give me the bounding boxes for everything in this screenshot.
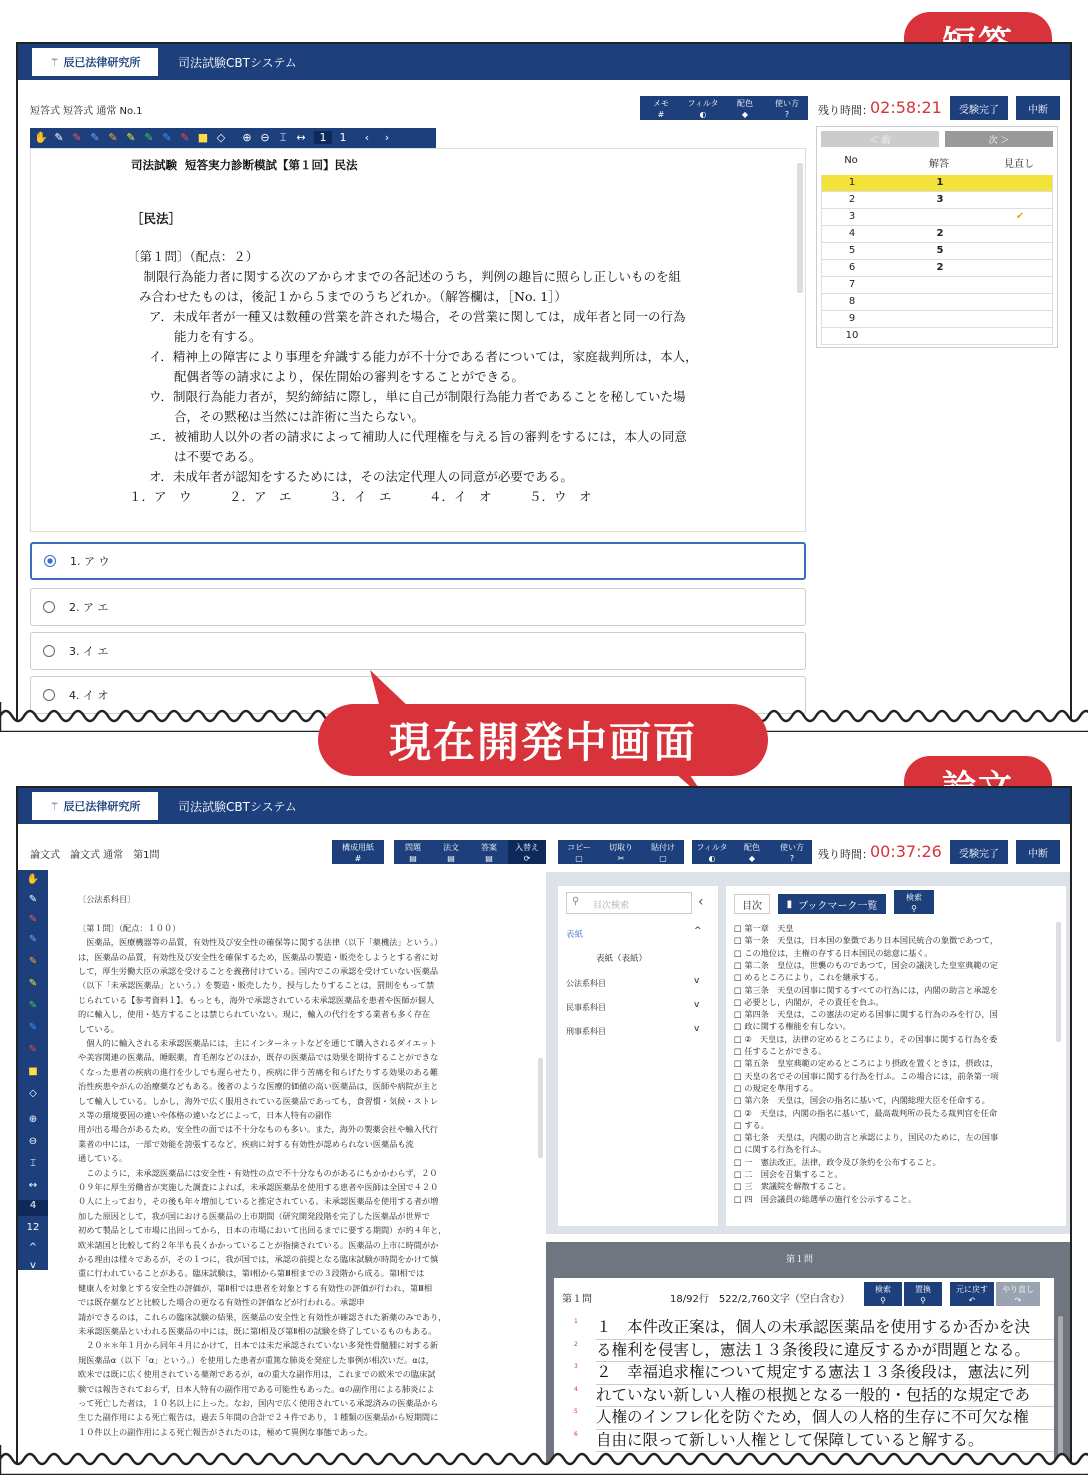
pen-red-icon[interactable]: ✎ xyxy=(28,914,38,925)
essay-line: 的に輸入し，使用・処方することは禁じられていない。現に，輸入の代行をする業者も多く存在 xyxy=(78,1009,431,1020)
question-text: ウ．制限行為能力者が，契約締結に際し，単に自己が制限行為能力者であることを秘していた場 xyxy=(149,389,686,404)
answer-row[interactable] xyxy=(821,209,1053,226)
law-text xyxy=(734,922,1056,1222)
memo-button[interactable]: メモ # xyxy=(640,96,682,120)
answer-line[interactable]: １ 本件改正案は，個人の未承認医薬品を使用するか否かを決 xyxy=(596,1316,1054,1340)
law-line[interactable]: □ ② 天皇は，内閣の指名に基いて，最高裁判所の長たる裁判官を任命 xyxy=(734,1107,998,1118)
redo-button[interactable]: やり直し ↷ xyxy=(996,1282,1040,1306)
law-panel xyxy=(546,872,1072,1234)
line-number: 6 xyxy=(574,1430,578,1438)
line-number: 4 xyxy=(574,1385,578,1393)
filter-icon: ◐ xyxy=(708,854,716,863)
answer-editor xyxy=(546,1242,1072,1475)
fit-width-icon[interactable]: ↔ xyxy=(296,131,306,144)
answer-row[interactable] xyxy=(821,294,1053,311)
toc-search-input[interactable]: 目次検索 xyxy=(566,892,692,914)
remain-label: 残り時間： xyxy=(818,848,873,861)
system-name: 司法試験CBTシステム xyxy=(178,56,297,70)
answer-line[interactable]: る権利を侵害し，憲法１３条後段に違反するかが問題となる。 xyxy=(596,1339,1054,1363)
question-text: 〔第１問〕（配点：２） xyxy=(127,249,259,264)
pause-button[interactable]: 中断 xyxy=(1016,96,1060,120)
essay-line: ス等の環境要因の違いや体格の違いなどによって，日本人特有の副作 xyxy=(78,1110,332,1120)
law-view-button[interactable]: 法文 ▤ xyxy=(432,840,470,864)
fit-width-icon[interactable]: ↔ xyxy=(28,1180,38,1191)
eraser-icon[interactable]: ◇ xyxy=(29,1088,37,1099)
essay-line: じられている【参考資料１】。もっとも，海外で承認されている未承認医薬品を患者や医師が個人 xyxy=(78,994,435,1005)
finish-button[interactable]: 受験完了 xyxy=(950,840,1008,864)
logo-icon: ⚚ xyxy=(49,55,60,69)
essay-question-text xyxy=(78,892,538,1475)
question-area xyxy=(30,148,806,532)
law-line[interactable]: □ 天皇の名でその国事に関する行為を行ふ。この場合には，前条第一項 xyxy=(734,1070,999,1081)
paste-button[interactable]: 貼付け ▢ xyxy=(642,840,684,864)
sticky-note-icon[interactable]: ■ xyxy=(28,1066,38,1077)
law-line[interactable]: □ 第三条 天皇の国事に関するすべての行為には，内閣の助言と承認を xyxy=(734,984,998,995)
prev-page-icon[interactable]: ^ xyxy=(28,1242,38,1253)
remain-timer: 00:37:26 xyxy=(870,842,942,861)
toc-pane xyxy=(558,886,718,1226)
dev-banner: 現在開発中画面 xyxy=(318,704,768,776)
chevron-up-icon[interactable]: ^ xyxy=(694,926,702,936)
page-title: 短答式 短答式 通常 No.1 xyxy=(30,106,143,117)
marker-orange-icon[interactable]: ✎ xyxy=(28,956,38,967)
tool-sidebar xyxy=(18,870,48,1270)
page-total: 1 xyxy=(339,131,347,144)
essay-line: して輸入している。しかし，海外で広く服用されている医薬品であっても，食習慣・気候・ストレ xyxy=(78,1095,439,1106)
essay-line: 加した原因として，我が国における医薬品の上市期間（研究開発段階を完了した医薬品が世界で xyxy=(78,1210,430,1221)
law-scrollbar[interactable] xyxy=(1056,922,1061,1042)
toc-item-civil[interactable]: 民事系科目 xyxy=(566,1003,606,1012)
essay-line: ２０＊＊年１月から同年４月にかけて，日本では未だ承認されていない多発性骨髄腫に対する新 xyxy=(78,1340,439,1351)
answer-row[interactable] xyxy=(821,175,1053,192)
essay-line: は，医薬品の品質，有効性及び安全性を確保するため，医薬品の製造・販売をしようとする者に対 xyxy=(78,951,438,962)
help-button[interactable]: 使い方 ? xyxy=(766,96,808,120)
essay-line: 欧米諸国と比較して約２年半も長くかかっていることが指摘されている。医薬品の上市に時間がか xyxy=(78,1239,439,1250)
search-icon: ⚲ xyxy=(911,904,917,913)
row-no: 5 xyxy=(848,245,856,256)
zoom-out-icon[interactable]: ⊖ xyxy=(260,131,270,144)
law-view xyxy=(726,886,1066,1226)
toc-item-cover[interactable]: 表紙 xyxy=(566,930,584,940)
remain-timer: 02:58:21 xyxy=(870,98,942,117)
essay-line: 未承認医薬品といわれる医薬品の中には，既に第Ⅰ相及び第Ⅱ相の試験を終了しているものもある。 xyxy=(78,1326,437,1336)
question-toolbar xyxy=(30,128,436,148)
row-no: 4 xyxy=(848,228,856,239)
question-text: 能力を有する。 xyxy=(149,329,262,344)
zoom-out-icon[interactable]: ⊖ xyxy=(28,1136,38,1147)
law-line[interactable]: □ 二 国会を召集すること。 xyxy=(734,1169,843,1179)
law-line[interactable]: □ 第四条 天皇は，この憲法の定める国事に関する行為のみを行ひ，国 xyxy=(734,1009,998,1020)
essay-line: 初めて製品として市場に出回ってから，日本の市場において出回るまでに要する期間）が約４年と， xyxy=(78,1225,447,1236)
law-line[interactable]: □ 政に関する権能を有しない。 xyxy=(734,1021,851,1032)
essay-line: 用が出る場合があるため，安全性の面では不十分なものも多い。また，海外の製薬会社や輸入代行 xyxy=(78,1124,438,1135)
app-header xyxy=(18,44,1070,80)
essay-line: して，厚生労働大臣の承認を受けることを義務付けている。国内でこの承認を受けていない医薬品 xyxy=(78,966,439,976)
row-no: 8 xyxy=(848,296,856,307)
marker-orange-icon[interactable]: ✎ xyxy=(108,131,118,144)
chevron-down-icon[interactable]: v xyxy=(694,1000,700,1010)
row-no: 10 xyxy=(845,330,859,341)
marker-red-icon[interactable]: ✎ xyxy=(180,131,190,144)
undo-button[interactable]: 元に戻す ↶ xyxy=(950,1282,994,1306)
line-number: 1 xyxy=(574,1318,578,1325)
law-line[interactable]: □ 第一条 天皇は，日本国の象徴であり日本国民統合の象徴であつて， xyxy=(734,935,998,946)
question-text: オ．未成年者が認知をするためには，その法定代理人の同意が必要である。 xyxy=(149,469,573,484)
law-line[interactable]: □ 一 憲法改正，法律，政令及び条約を公布すること。 xyxy=(734,1156,941,1167)
row-answer: 2 xyxy=(936,228,944,239)
help-icon: ? xyxy=(789,854,795,863)
system-name: 司法試験CBTシステム xyxy=(178,800,297,814)
answer-line[interactable]: 人権のインフレ化を防ぐため，個人の人格的生存に不可欠な権 xyxy=(596,1406,1054,1430)
help-icon: ? xyxy=(784,110,790,119)
law-search-button[interactable]: 検索 ⚲ xyxy=(894,890,934,914)
fit-height-icon[interactable]: ⌶ xyxy=(30,1158,36,1169)
grid-icon: # xyxy=(354,854,362,863)
answer-view-button[interactable]: 答案 ▤ xyxy=(470,840,508,864)
marker-green-icon[interactable]: ✎ xyxy=(144,131,154,144)
essay-line: １０件以上の副作用による死亡報告がされたのは，極めて異例な事態であった。 xyxy=(78,1426,373,1437)
row-no: 6 xyxy=(848,262,856,273)
line-number: 3 xyxy=(574,1363,578,1370)
zoom-in-icon[interactable]: ⊕ xyxy=(242,131,252,144)
law-line[interactable]: □ の規定を準用する。 xyxy=(734,1082,819,1093)
color-button[interactable]: 配色 ◆ xyxy=(724,96,766,120)
collapse-icon[interactable]: ‹ xyxy=(698,894,704,910)
essay-line: では既存薬などと比較した場合の更なる有効性の評価などが行われる。承認申 xyxy=(78,1297,365,1308)
checkmark-icon[interactable]: ✔ xyxy=(1015,211,1025,222)
essay-line: ０人に上っており，その後も年々増加していると推定されている。未承認医薬品を使用する者が増 xyxy=(78,1196,439,1207)
question-text: は不要である。 xyxy=(149,449,262,464)
finish-button[interactable]: 受験完了 xyxy=(950,96,1008,120)
essay-scrollbar[interactable] xyxy=(538,1058,543,1158)
answer-row[interactable] xyxy=(821,226,1053,243)
redo-icon: ↷ xyxy=(1014,1296,1022,1305)
answer-panel-title: 第１問 xyxy=(786,1255,814,1265)
law-line[interactable]: □ に関する行為を行ふ。 xyxy=(734,1144,827,1155)
marker-red-icon[interactable]: ✎ xyxy=(28,1044,38,1055)
row-answer: 3 xyxy=(936,194,944,205)
pen-black-icon[interactable]: ✎ xyxy=(54,131,64,144)
palette-icon: ◆ xyxy=(741,110,749,119)
scissors-icon: ✂ xyxy=(617,854,625,863)
answer-row[interactable] xyxy=(821,277,1053,294)
marker-blue-icon[interactable]: ✎ xyxy=(162,131,172,144)
question-scrollbar[interactable] xyxy=(797,163,803,293)
answer-row[interactable] xyxy=(821,192,1053,209)
next-page-icon[interactable]: › xyxy=(384,131,390,144)
answer-stats: 18/92行 522/2,760文字（空白含む） xyxy=(670,1294,850,1305)
essay-line: 通している。 xyxy=(78,1153,128,1164)
row-answer: 2 xyxy=(936,262,944,273)
marker-green-icon[interactable]: ✎ xyxy=(28,1000,38,1011)
search-icon: ⚲ xyxy=(920,1296,926,1305)
logo-icon: ⚚ xyxy=(49,799,60,813)
law-line[interactable]: □ ② 天皇は，法律の定めるところにより，その国事に関する行為を委 xyxy=(734,1033,998,1044)
grid-icon: # xyxy=(657,110,665,119)
prev-question-button[interactable]: ＜ 前 xyxy=(821,131,939,147)
essay-line: （以下「未承認医薬品」という。）を製造・販売したり，授与したりすることは，罰則をもって禁 xyxy=(78,980,435,991)
row-answer: 1 xyxy=(936,177,944,188)
row-no: 9 xyxy=(848,313,856,324)
answer-search-button[interactable]: 検索 ⚲ xyxy=(864,1282,902,1306)
replace-button[interactable]: 置換 ⚲ xyxy=(904,1282,942,1306)
filter-button[interactable]: フィルタ ◐ xyxy=(682,96,724,120)
chevron-down-icon[interactable]: v xyxy=(694,1024,700,1034)
law-line[interactable]: □ 第七条 天皇は，内閣の助言と承認により，国民のために，左の国事 xyxy=(734,1132,999,1143)
answer-line[interactable]: ２ 幸福追求権について規定する憲法１３条後段は，憲法に列 xyxy=(596,1361,1054,1385)
swap-icon: ⟳ xyxy=(523,854,531,863)
answer-row[interactable] xyxy=(821,260,1053,277)
prev-page-icon[interactable]: ‹ xyxy=(364,131,370,144)
doc-icon: ▤ xyxy=(447,854,455,863)
essay-line: 個人的に輸入される未承認医薬品には，主にインターネットなどを通じて購入されるダイエット xyxy=(78,1038,437,1048)
doc-icon: ▤ xyxy=(409,854,417,863)
marker-blue-icon[interactable]: ✎ xyxy=(28,1022,38,1033)
cut-button[interactable]: 切取り ✂ xyxy=(600,840,642,864)
palette-icon: ◆ xyxy=(748,854,756,863)
essay-line: 生じた副作用による死亡報告は，過去５年間の合計で２４件であり，１種類の医薬品から短期間に xyxy=(78,1412,439,1423)
answer-row[interactable] xyxy=(821,311,1053,328)
help-button[interactable]: 使い方 ? xyxy=(772,840,812,864)
essay-line: かる理由は様々であるが，その１つに，我が国では，承認の前提となる臨床試験が時間をかけて慎 xyxy=(78,1254,439,1264)
essay-line: や美容関連の医薬品，睡眠薬，育毛剤などのほか，既存の医薬品では効果を期待することができな xyxy=(78,1052,439,1063)
essay-line: 〔第１問〕（配点：１００） xyxy=(78,922,181,933)
law-line[interactable]: □ する。 xyxy=(734,1119,769,1130)
marker-yellow-icon[interactable]: ✎ xyxy=(126,131,136,144)
answer-row[interactable] xyxy=(821,243,1053,260)
answer-line[interactable]: 自由に限って新しい人権として保障していると解する。 xyxy=(596,1429,1054,1453)
tab-toc[interactable]: 目次 xyxy=(734,894,770,914)
essay-line: 請ができるのは，これらの臨床試験の結果，医薬品の安全性と有効性が確認された新薬のみであり， xyxy=(78,1311,447,1322)
choice-3[interactable]: 3. イ エ xyxy=(30,632,806,670)
radio-icon xyxy=(43,601,55,613)
essay-line: くなった患者の疾病の進行を少しでも遅らせたり，疾病に伴う苦痛を和らげたりする効果のある難 xyxy=(78,1066,439,1077)
law-line[interactable]: □ 四 国会議員の総選挙の施行を公示すること。 xyxy=(734,1193,917,1204)
answer-line[interactable]: れていない新しい人権の根拠となる一般的・包括的な規定であ xyxy=(596,1384,1054,1408)
essay-line: 健康人を対象とする安全性の評価が，第Ⅱ相では患者を対象とする有効性の評価が行われ，第Ⅲ相 xyxy=(78,1282,433,1293)
page-total: 12 xyxy=(26,1222,40,1233)
choice-2[interactable]: 2. ア エ xyxy=(30,588,806,626)
essay-screen xyxy=(16,786,1072,1475)
pen-red-icon[interactable]: ✎ xyxy=(72,131,82,144)
essay-line: 重に行われていることがある。臨床試験は，第Ⅰ相から第Ⅲ相までの３段階から成る。第Ⅰ相では xyxy=(78,1268,425,1279)
essay-line: 業者の中には，一部で効能を誇張するなど，疾病に対する有効性が認められない医薬品も流 xyxy=(78,1138,414,1149)
question-text: ［民法］ xyxy=(131,211,182,226)
essay-line: って死亡した者は，１０名以上に上った。なお，国内で広く使用されている承認済みの医薬品から xyxy=(78,1398,439,1408)
radio-icon xyxy=(43,689,55,701)
question-text: イ．精神上の障害により事理を弁識する能力が不十分である者については，家庭裁判所は，本人， xyxy=(149,349,698,364)
law-line[interactable]: □ 必要とし，内閣が，その責任を負ふ。 xyxy=(734,996,884,1007)
copy-icon: ▢ xyxy=(575,854,583,863)
tab-bookmarks[interactable]: ▮ ブックマーク一覧 xyxy=(778,894,886,914)
question-text: 制限行為能力者に関する次のアからオまでの各記述のうち，判例の趣旨に照らし正しいものを組 xyxy=(131,269,682,284)
page-title: 論文式 論文式 通常 第1問 xyxy=(30,850,160,861)
row-answer: 5 xyxy=(936,245,944,256)
zoom-in-icon[interactable]: ⊕ xyxy=(28,1114,38,1125)
toc-item-criminal[interactable]: 刑事系科目 xyxy=(566,1027,606,1036)
outline-paper-button[interactable]: 構成用紙 # xyxy=(332,840,384,864)
filter-button[interactable]: フィルタ ◐ xyxy=(692,840,732,864)
law-line[interactable]: □ めるところにより，これを継承する。 xyxy=(734,972,884,983)
row-no: 7 xyxy=(848,279,856,290)
essay-line: ０９年に厚生労働省が実施した調査によれば，未承認医薬品を使用する患者や医師は全国で４２０ xyxy=(78,1182,439,1192)
essay-line: 欧米では既に広く使用されている薬剤であるが，αの重大な副作用は，これまでの欧米での臨床試 xyxy=(78,1369,436,1380)
logo: ⚚ 辰已法律研究所 xyxy=(32,792,158,820)
pen-blue-icon[interactable]: ✎ xyxy=(28,934,38,945)
law-line[interactable]: □ 三 衆議院を解散すること。 xyxy=(734,1181,851,1192)
question-text: 合，その黙秘は当然には詐術に当たらない。 xyxy=(149,409,425,424)
eraser-icon[interactable]: ◇ xyxy=(216,131,226,144)
search-icon: ⚲ xyxy=(880,1296,886,1305)
bookmark-icon: ▮ xyxy=(786,898,793,910)
copy-button[interactable]: コピー ▢ xyxy=(558,840,600,864)
doc-icon: ▤ xyxy=(485,854,493,863)
choice-1[interactable]: 1. ア ウ xyxy=(30,542,806,580)
answer-row[interactable] xyxy=(821,328,1053,345)
choice-4[interactable]: 4. イ オ xyxy=(30,676,806,714)
pen-blue-icon[interactable]: ✎ xyxy=(90,131,100,144)
row-no: 3 xyxy=(848,211,856,222)
radio-icon xyxy=(44,555,56,567)
essay-line: 医薬品，医療機器等の品質，有効性及び安全性の確保等に関する法律（以下「薬機法」という。） xyxy=(78,937,443,948)
remain-label: 残り時間： xyxy=(818,104,873,117)
marker-yellow-icon[interactable]: ✎ xyxy=(28,978,38,989)
swap-button[interactable]: 入替え ⟳ xyxy=(508,840,546,864)
essay-line: 験では報告されておらず，日本人特有の副作用である可能性もあった。αの副作用による肺炎によ xyxy=(78,1383,435,1394)
paste-icon: ▢ xyxy=(659,854,667,863)
radio-icon xyxy=(43,645,55,657)
page-current[interactable]: 4 xyxy=(18,1200,48,1216)
next-page-icon[interactable]: v xyxy=(30,1260,36,1271)
answer-sheet xyxy=(816,126,1058,348)
pen-black-icon[interactable]: ✎ xyxy=(28,894,38,905)
question-view-button[interactable]: 問題 ▤ xyxy=(394,840,432,864)
essay-line: している。 xyxy=(78,1023,119,1034)
essay-line: 規医薬品α（以下「α」という。）を使用した患者が重篤な肺炎を発症した事例が相次いだ。αは， xyxy=(78,1354,434,1365)
toc-item-cover-sub[interactable]: 表紙（表紙） xyxy=(596,954,648,964)
question-text: 司法試験 短答実力診断模試【第１回】民法 xyxy=(131,158,358,172)
pause-button[interactable]: 中断 xyxy=(1016,840,1060,864)
page-current[interactable]: 1 xyxy=(314,131,332,144)
law-line[interactable]: □ この地位は，主権の存する日本国民の総意に基く。 xyxy=(734,947,933,958)
essay-line: 〔公法系科目〕 xyxy=(78,894,136,904)
hand-icon[interactable]: ✋ xyxy=(26,874,40,885)
row-no: 1 xyxy=(848,177,856,188)
question-text: ア．未成年者が一種又は数種の営業を許された場合，その営業に関しては，成年者と同一の行為 xyxy=(149,309,686,324)
law-line[interactable]: □ 第二条 皇位は，世襲のものであつて，国会の議決した皇室典範の定 xyxy=(734,959,998,970)
question-text: み合わせたものは，後記１から５までのうちどれか。（解答欄は，［No. 1］） xyxy=(139,289,567,304)
color-button[interactable]: 配色 ◆ xyxy=(732,840,772,864)
law-line[interactable]: □ 任することができる。 xyxy=(734,1046,827,1056)
app-header xyxy=(18,788,1070,824)
answer-scrollbar[interactable] xyxy=(1058,1316,1063,1466)
filter-icon: ◐ xyxy=(699,110,707,119)
undo-icon: ↶ xyxy=(968,1296,976,1305)
next-question-button[interactable]: 次 ＞ xyxy=(945,131,1053,147)
law-line[interactable]: □ 第六条 天皇は，国会の指名に基いて，内閣総理大臣を任命する。 xyxy=(734,1095,990,1106)
line-number: 5 xyxy=(574,1408,578,1415)
toc-item-public[interactable]: 公法系科目 xyxy=(566,979,606,988)
line-number: 2 xyxy=(574,1340,578,1348)
row-no: 2 xyxy=(848,194,856,205)
essay-line: 治性疾患やがんの治療薬などもある。後者のような医療的価値の高い医薬品は，医師や病院が主と xyxy=(78,1081,439,1092)
question-text: １．ア ウ ２．ア エ ３．イ エ ４．イ オ ５．ウ オ xyxy=(129,489,592,504)
sticky-note-icon[interactable]: ■ xyxy=(197,131,209,144)
search-icon: ⚲ xyxy=(572,896,580,907)
question-text: 配偶者等の請求により，保佐開始の審判をすることができる。 xyxy=(149,369,525,384)
logo: ⚚ 辰已法律研究所 xyxy=(32,48,158,76)
law-line[interactable]: □ 第五条 皇室典範の定めるところにより摂政を置くときは，摂政は， xyxy=(734,1058,999,1069)
fit-height-icon[interactable]: ⌶ xyxy=(279,131,287,144)
chevron-down-icon[interactable]: v xyxy=(694,976,700,986)
answer-question-label: 第１問 xyxy=(562,1294,592,1305)
question-text: エ．被補助人以外の者の請求によって補助人に代理権を与える旨の審判をするには，本人の同意 xyxy=(149,429,687,444)
answer-header: No 解答 見直し xyxy=(844,155,1034,170)
hand-icon[interactable]: ✋ xyxy=(34,131,48,144)
torn-edge xyxy=(0,1445,1088,1475)
essay-line: このように，未承認医薬品には安全性・有効性の点で不十分なものがあるにもかかわらず，２０ xyxy=(78,1167,438,1178)
law-line[interactable]: □ 第一章 天皇 xyxy=(734,923,794,933)
